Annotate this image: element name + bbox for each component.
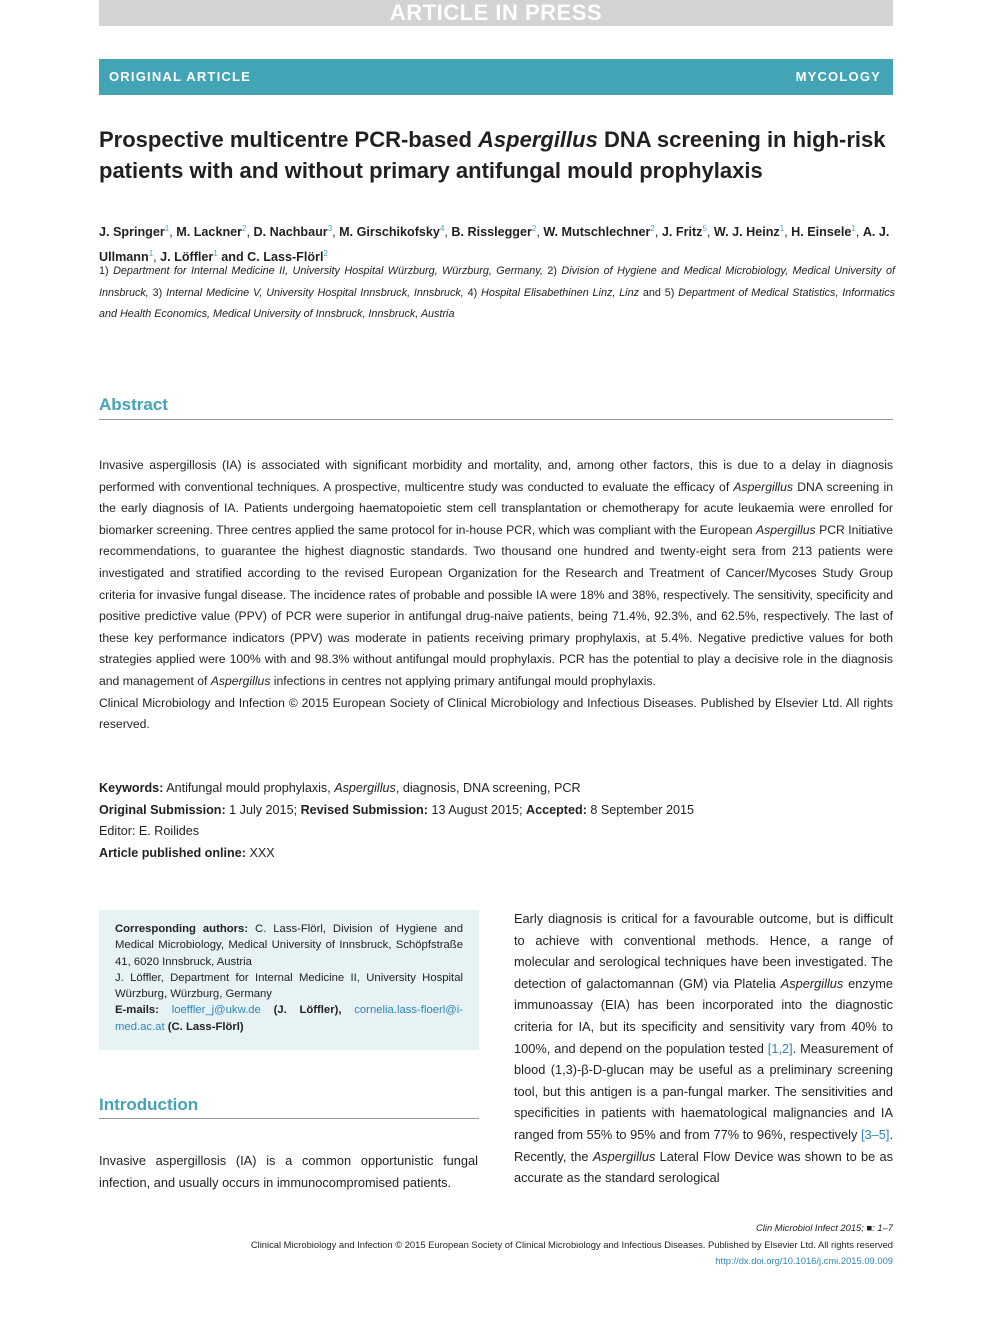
author[interactable]: J. Springer$^1$ <box>99 224 170 240</box>
abstract-rule <box>99 419 893 420</box>
article-type-bar <box>99 59 893 95</box>
author[interactable]: M. Lackner$^2$ <box>176 224 247 240</box>
affiliations: 1) Department for Internal Medicine II, University Hospital Würzburg, Würzburg, Germany, 2) Division of Hygiene and Medical Microbiology, Medical University of Innsbruck, 3) Internal Medicine V, University Hospital Innsbruck, Innsbruck, 4) Hospital Elisabethinen Linz, Linz and 5) Department of Medical Statistics, Informatics and Health Economics, Medical University of Innsbruck, Innsbruck, Austria <box>99 265 896 320</box>
reference-link[interactable]: [3–5] <box>860 1126 890 1142</box>
corresponding-author-1: Corresponding authors: C. Lass-Flörl, Division of Hygiene and Medical Microbiology, Medical University of Innsbruck, Schöpfstraße 41, 6020 Innsbruck, Austria <box>115 923 463 968</box>
footer-doi-link[interactable]: http://dx.doi.org/10.1016/j.cmi.2015.09.009 <box>715 1255 893 1266</box>
author[interactable]: J. Fritz$^5$ <box>661 224 707 240</box>
introduction-heading: Introduction <box>99 1095 199 1114</box>
emails: E-mails: loeffler_j@ukw.de (J. Löffler), cornelia.lass-floerl@i-med.ac.at (C. Lass-Flörl) <box>115 1004 464 1033</box>
footer-copyright: Clinical Microbiology and Infection © 2015 European Society of Clinical Microbiology and Infectious Diseases. Published by Elsevier Ltd. All rights reserved <box>250 1239 893 1250</box>
author-and: and <box>221 250 244 265</box>
corresponding-authors-box <box>99 910 479 1050</box>
reference-link[interactable]: [1,2] <box>767 1040 793 1056</box>
author-list: J. Springer$^1$, M. Lackner$^2$, D. Nachbaur$^3$, M. Girschikofsky$^4$, B. Risslegger$^2$, W. Mutschlechner$^2$, J. Fritz$^5$, W. J. Heinz$^1$, H. Einsele$^1$, A. J. Ullmann$^1$, J. Löffler$^1$ and C. Lass-Flörl$^2$ <box>99 224 890 265</box>
author[interactable]: B. Risslegger$^2$ <box>451 224 537 240</box>
abstract-heading: Abstract <box>99 395 168 414</box>
author[interactable]: W. J. Heinz$^1$ <box>713 224 785 240</box>
author[interactable]: H. Einsele$^1$ <box>791 224 856 240</box>
right-column-text: Early diagnosis is critical for a favourable outcome, but is difficult to achieve with conventional methods. Hence, a range of molecular and serological techniques have been investigated. The detection of galactomannan (GM) via Platelia Aspergillus enzyme immunoassay (EIA) has been incorporated into the diagnostic criteria for IA, but its specificity and sensitivity vary from 40% to 100%, and depend on the population tested [1,2]. Measurement of blood (1,3)-β-D-glucan may be useful as a preliminary screening tool, but this antigen is a pan-fungal marker. The sensitivities and specificities in patients with haematological malignancies and IA ranged from 55% to 95% and from 77% to 96%, respectively [3–5]. Recently, the Aspergillus Lateral Flow Device was shown to be as accurate as the standard serological <box>514 911 894 1186</box>
submission-dates: Original Submission: 1 July 2015; Revised Submission: 13 August 2015; Accepted: 8 September 2015 <box>99 802 695 817</box>
author[interactable]: D. Nachbaur$^3$ <box>253 224 333 240</box>
title-part: DNA screening in high-risk patients with and without primary antifungal mould prophylaxis <box>99 127 886 183</box>
article-title <box>99 124 899 186</box>
abstract-body <box>99 455 893 736</box>
introduction-rule <box>99 1118 479 1119</box>
author[interactable]: C. Lass-Flörl$^2$ <box>247 249 328 265</box>
article-type: ORIGINAL ARTICLE <box>109 69 251 84</box>
footer-citation: Clin Microbiol Infect 2015; ■: 1–7 <box>756 1222 893 1233</box>
article-metadata <box>99 778 893 864</box>
abstract-paragraph: Invasive aspergillosis (IA) is associated with significant morbidity and mortality, and, among other factors, this is due to a delay in diagnosis performed with conventional techniques. A prospective, multicentre study was conducted to evaluate the efficacy of Aspergillus DNA screening in the early diagnosis of IA. Patients undergoing haematopoietic stem cell transplantation or chemotherapy for acute leukaemia were enrolled for biomarker screening. Three centres applied the same protocol for in-house PCR, which was compliant with the European Aspergillus PCR Initiative recommendations, to guarantee the highest diagnostic standards. Two thousand one hundred and twenty-eight sera from 213 patients were investigated and stratified according to the revised European Organization for the Research and Treatment of Cancer/Mycoses Study Group criteria for invasive fungal disease. The incidence rates of probable and possible IA were 18% and 38%, respectively. The sensitivity, specificity and positive predictive value (PPV) of PCR were superior in antifungal drug-naive patients, being 71.4%, 92.3%, and 62.5%, respectively. The last of these key performance indicators (PPV) was moderate in patients receiving primary prophylaxis, at 5.4%. Negative predictive values for both strategies applied were 100% with and 98.3% without antifungal mould prophylaxis. PCR has the potential to play a decisive role in the diagnosis and management of Aspergillus infections in centres not applying primary antifungal mould prophylaxis. <box>99 458 893 688</box>
editor: Editor: E. Roilides <box>99 824 200 839</box>
author[interactable]: A. J. Ullmann$^1$ <box>99 225 890 265</box>
corresponding-author-2: J. Löffler, Department for Internal Medicine II, University Hospital Würzburg, Würzburg, Germany <box>115 971 463 1001</box>
email-link[interactable]: loeffler_j@ukw.de <box>171 1004 261 1017</box>
title-part: Prospective multicentre PCR-based <box>99 127 479 152</box>
keywords: Keywords: Antifungal mould prophylaxis, Aspergillus, diagnosis, DNA screening, PCR <box>99 781 581 795</box>
title-italic: Aspergillus <box>478 127 598 152</box>
author[interactable]: W. Mutschlechner$^2$ <box>543 224 655 240</box>
article-subject: MYCOLOGY <box>795 69 881 84</box>
author[interactable]: M. Girschikofsky$^4$ <box>339 224 445 240</box>
author[interactable]: J. Löffler$^1$ <box>160 249 218 265</box>
published-online: Article published online: XXX <box>99 845 275 860</box>
article-in-press-banner: ARTICLE IN PRESS <box>99 0 893 26</box>
email-link[interactable]: cornelia.lass-floerl@i-med.ac.at <box>115 1004 464 1033</box>
introduction-text: Invasive aspergillosis (IA) is a common opportunistic fungal infection, and usually occurs in immunocompromised patients. <box>99 1153 478 1190</box>
abstract-copyright: Clinical Microbiology and Infection © 2015 European Society of Clinical Microbiology and Infectious Diseases. Published by Elsevier Ltd. All rights reserved. <box>99 695 893 732</box>
